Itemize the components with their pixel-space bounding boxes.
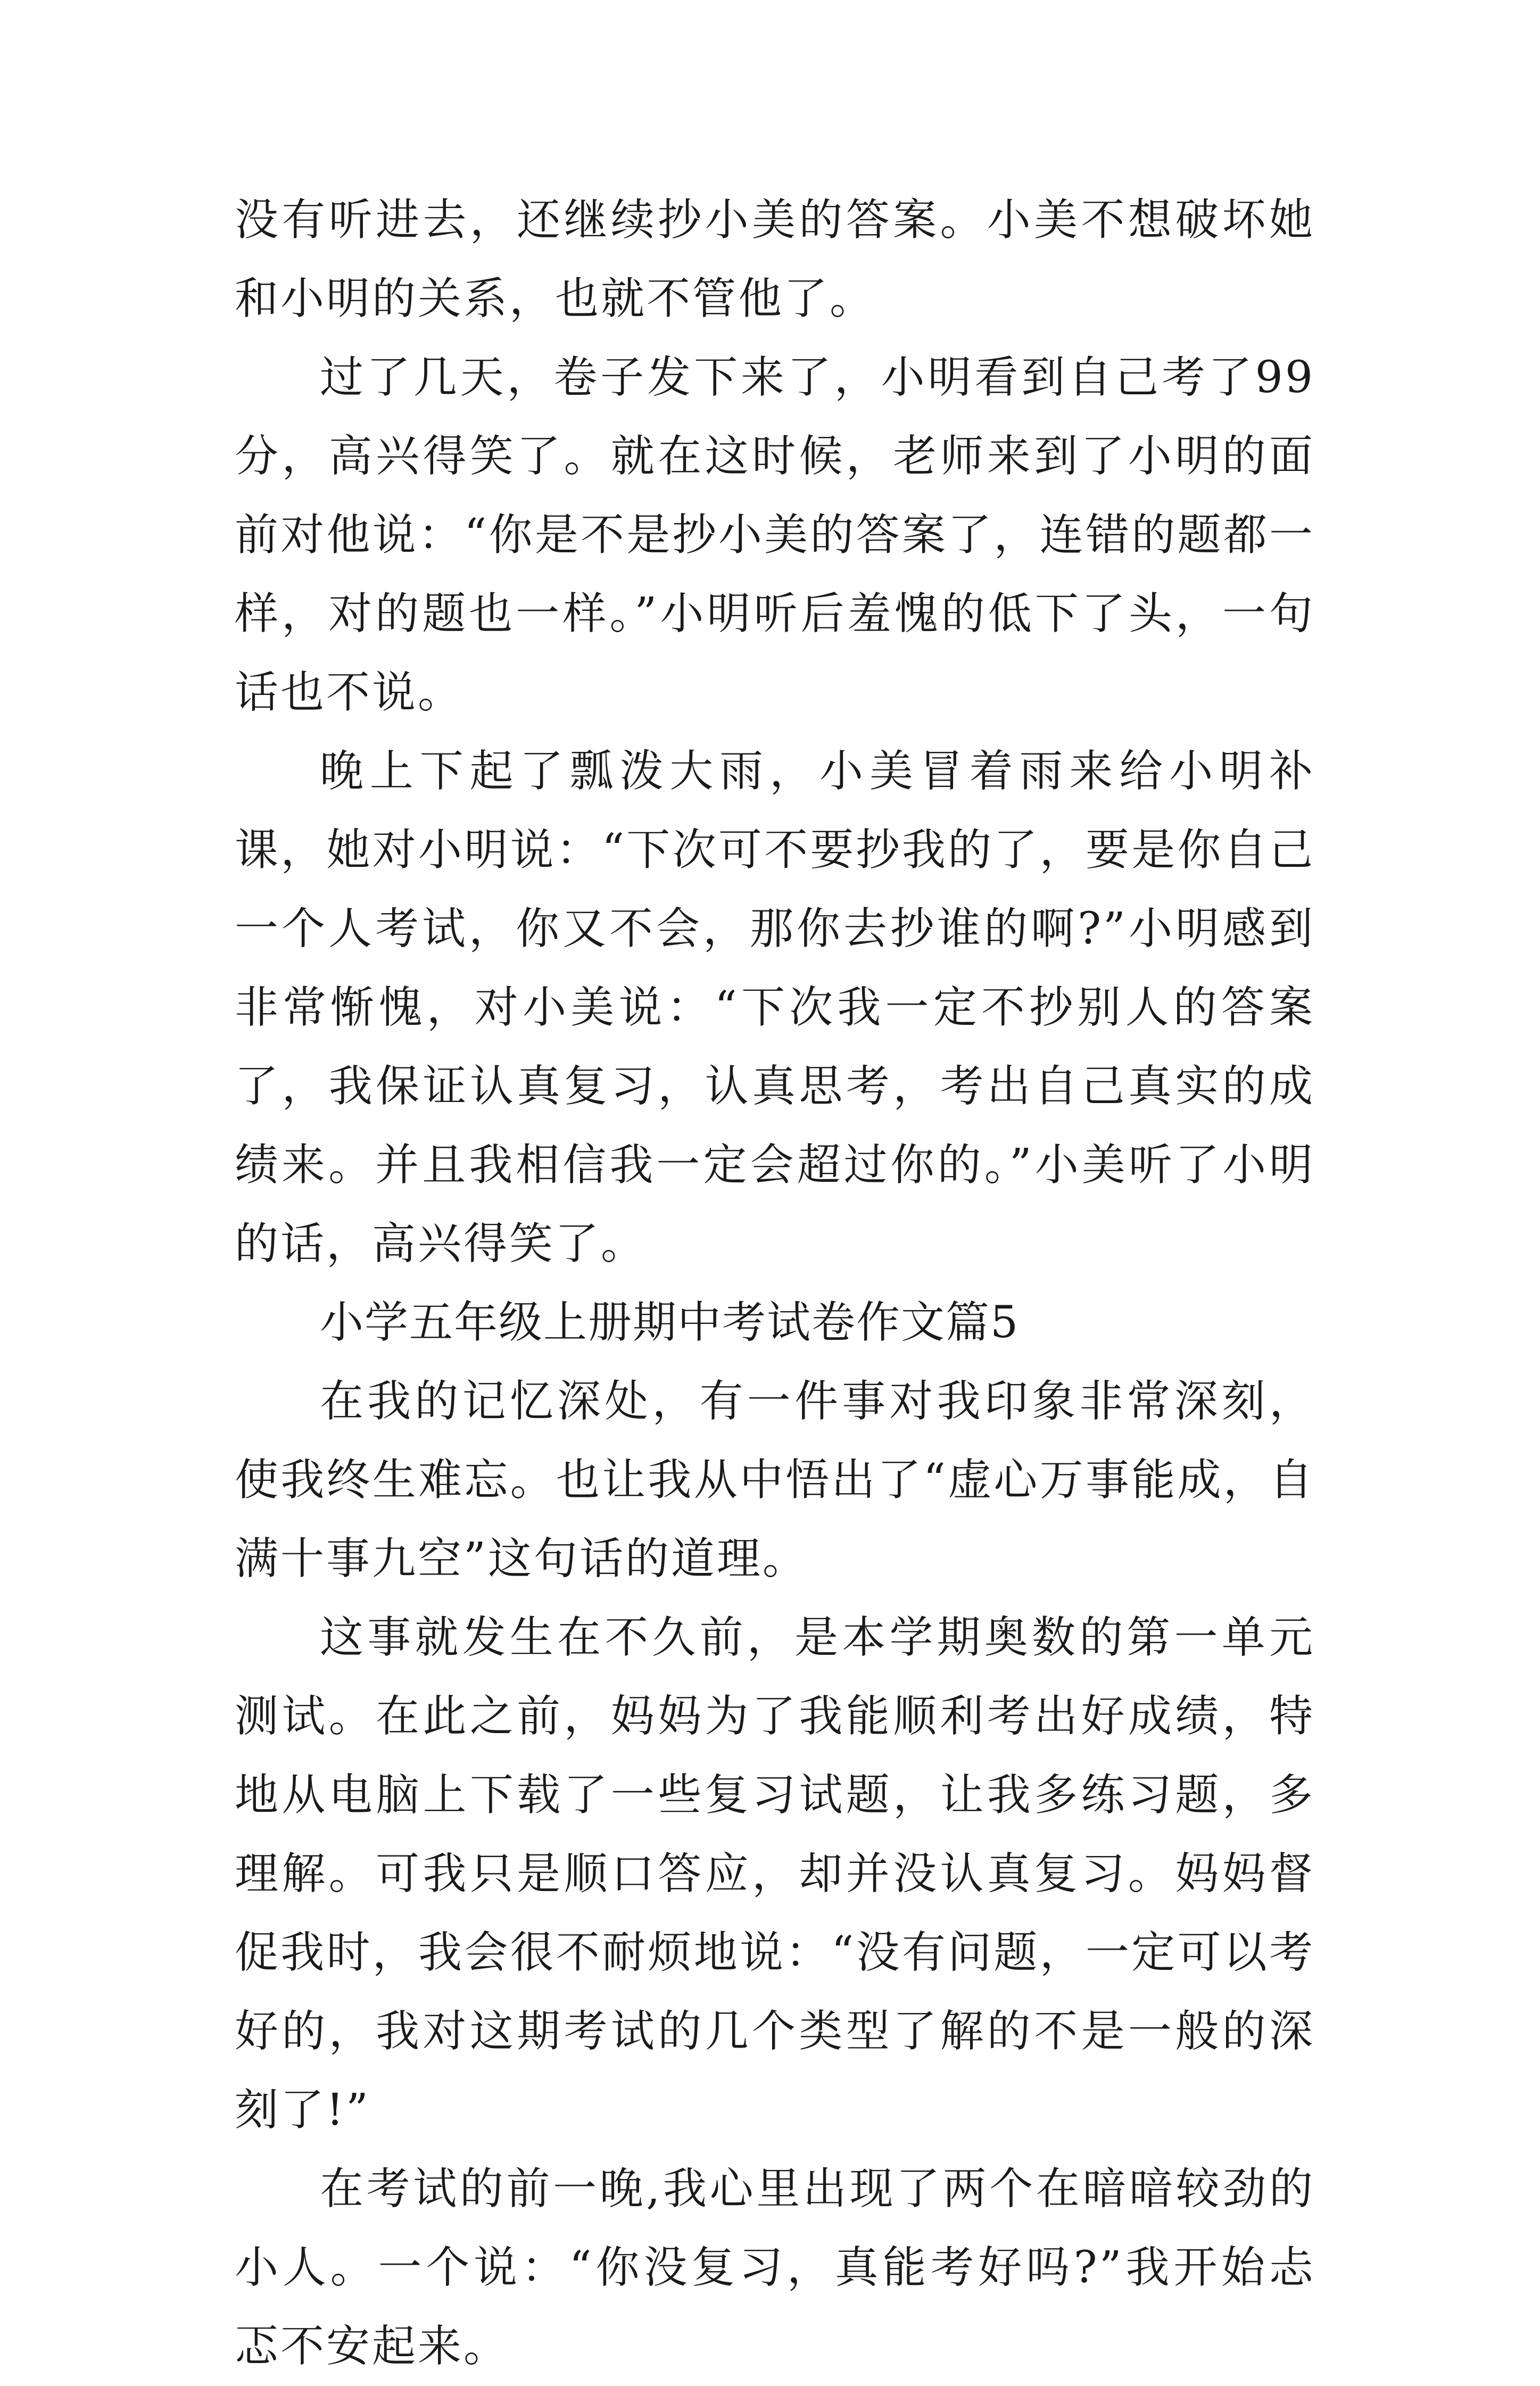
section-heading: 小学五年级上册期中考试卷作文篇5	[320, 1297, 1020, 1348]
paragraph: 这事就发生在不久前，是本学期奥数的第一单元测试。在此之前，妈妈为了我能顺利考出好成绩，特地从电脑上下载了一些复习试题，让我多练习题，多理解。可我只是顺口答应，却并没认真复习。妈妈督促我时，我会很不耐烦地说：“没有问题，一定可以考好的，我对这期考试的几个类型了解的不是一般的深刻了!”	[235, 1612, 1315, 2135]
paragraph: 在我的记忆深处，有一件事对我印象非常深刻，使我终生难忘。也让我从中悟出了“虚心万事能成，自满十事九空”这句话的道理。	[235, 1376, 1315, 1584]
paragraph: 晚上下起了瓢泼大雨，小美冒着雨来给小明补课，她对小明说：“下次可不要抄我的了，要是你自己一个人考试，你又不会，那你去抄谁的啊?”小明感到非常惭愧，对小美说：“下次我一定不抄别人的答案了，我保证认真复习，认真思考，考出自己真实的成绩来。并且我相信我一定会超过你的。”小美听了小明的话，高兴得笑了。	[235, 746, 1315, 1269]
paragraph: 在考试的前一晚,我心里出现了两个在暗暗较劲的小人。一个说：“你没复习，真能考好吗?”我开始忐忑不安起来。	[235, 2164, 1315, 2372]
paragraph: 过了几天，卷子发下来了，小明看到自己考了99分，高兴得笑了。就在这时候，老师来到了小明的面前对他说：“你是不是抄小美的答案了，连错的题都一样，对的题也一样。”小明听后羞愧的低下了头，一句话也不说。	[235, 352, 1315, 718]
document-body	[235, 181, 1315, 2386]
paragraph: 没有听进去，还继续抄小美的答案。小美不想破坏她和小明的关系，也就不管他了。	[235, 195, 1315, 324]
